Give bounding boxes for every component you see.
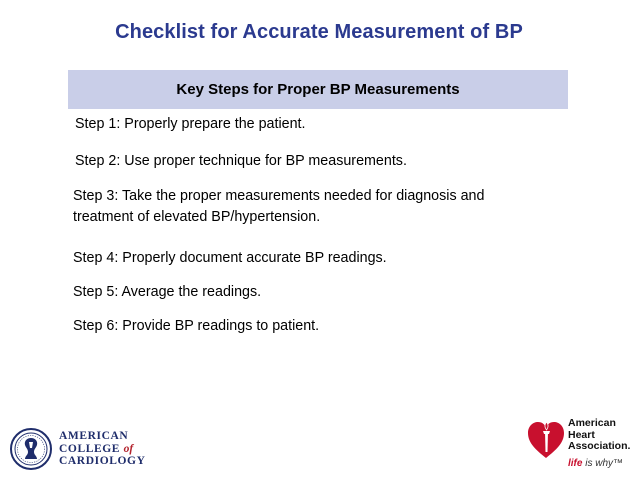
acc-of: of xyxy=(123,442,134,455)
slide-title: Checklist for Accurate Measurement of BP xyxy=(115,21,523,43)
aha-line-3: Association. xyxy=(568,440,631,452)
acc-wordmark xyxy=(59,430,146,468)
acc-line-1: AMERICAN xyxy=(59,430,129,442)
acc-line-3: CARDIOLOGY xyxy=(59,455,146,467)
step-5: Step 5: Average the readings. xyxy=(73,284,262,300)
step-3-line-1: Step 3: Take the proper measurements needed for diagnosis and xyxy=(73,188,485,204)
aha-line-2: Heart xyxy=(568,428,595,441)
acc-logo xyxy=(10,428,150,470)
aha-tag-rest: is why™ xyxy=(582,458,624,469)
aha-logo xyxy=(526,414,634,476)
table-header-label: Key Steps for Proper BP Measurements xyxy=(176,81,460,98)
table-header xyxy=(68,70,568,109)
acc-college: COLLEGE xyxy=(59,442,121,455)
aha-line-1: American xyxy=(568,417,616,429)
aha-tagline xyxy=(568,458,623,469)
aha-tag-life: life xyxy=(568,458,583,469)
step-6: Step 6: Provide BP readings to patient. xyxy=(73,318,320,334)
step-1: Step 1: Properly prepare the patient. xyxy=(75,116,306,132)
acc-line-2 xyxy=(59,443,146,456)
step-2: Step 2: Use proper technique for BP measurements. xyxy=(75,153,407,169)
heart-torch-icon xyxy=(526,418,566,462)
acc-seal-icon xyxy=(10,428,52,470)
step-3-line-2: treatment of elevated BP/hypertension. xyxy=(73,209,321,225)
step-4: Step 4: Properly document accurate BP readings. xyxy=(73,250,387,266)
aha-wordmark xyxy=(568,418,630,453)
